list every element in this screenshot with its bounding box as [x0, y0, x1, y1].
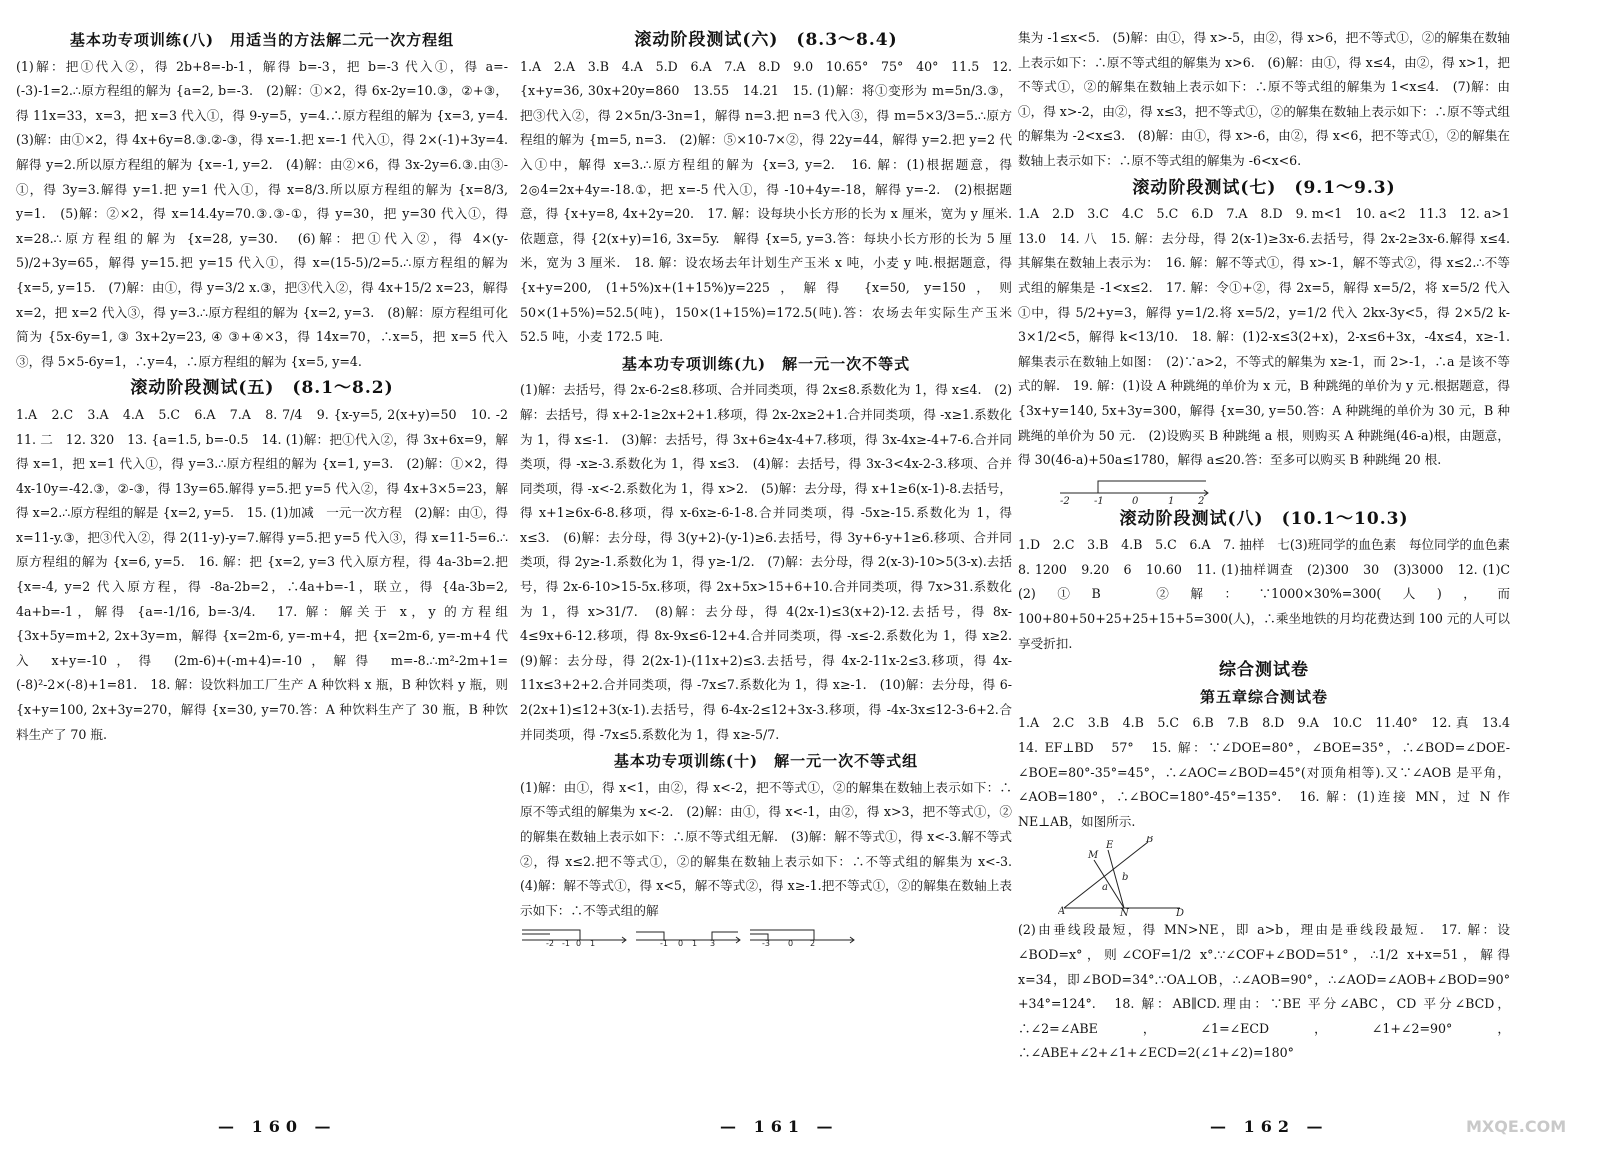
svg-text:1: 1: [692, 938, 698, 946]
svg-text:2: 2: [1198, 495, 1205, 505]
svg-text:a: a: [1102, 882, 1108, 894]
svg-text:N: N: [1120, 908, 1129, 917]
answer-text: (2)由垂线段最短，得 MN>NE，即 a>b，理由是垂线段最短. 17. 解：设∠BOD=x°，则∠COF=1/2 x°.∵∠COF+∠BOD=51°，∴1/2 x+x=51，解得 x=34，即∠BOD=34°.∵OA⊥OB，∴∠AOB=90°，∴∠AOD=∠AOB+∠BOD=90°+34°=124°. 18. 解：AB∥CD.理由：∵BE 平分∠ABC，CD 平分∠BCD，∴∠2=∠ABE，∠1=∠ECD，∠1+∠2=90°，∴∠ABE+∠2+∠1+∠ECD=2(∠1+∠2)=180°: [1018, 922, 1510, 1061]
section-title: 基本功专项训练(九) 解一元一次不等式: [621, 354, 911, 373]
page-number: — 162 —: [1210, 1117, 1329, 1136]
svg-text:-1: -1: [562, 938, 570, 946]
svg-text:0: 0: [678, 938, 684, 946]
svg-text:3: 3: [710, 938, 716, 946]
number-line-figure: [1058, 475, 1218, 505]
svg-text:2: 2: [810, 938, 816, 946]
number-line-figures: [520, 923, 1012, 948]
svg-text:0: 0: [788, 938, 794, 946]
section-subtitle: 第五章综合测试卷: [1199, 687, 1328, 706]
answer-text: (1)解：去括号，得 2x-6-2≤8.移项、合并同类项，得 2x≤8.系数化为 1，得 x≤4. (2)解：去括号，得 x+2-1≥2x+2+1.移项，得 2x-2x≥2+1.合并同类项，得 -x≥1.系数化为 1，得 x≤-1. (3)解：去括号，得 3x+6≥4x-4+7.移项，得 3x-4x≥-4+7-6.合并同类项，得 -x≥-3.系数化为 1，得 x≤3. (4)解：去括号，得 3x-3<4x-2-3.移项、合并同类项，得 -x<-2.系数化为 1，得 x>2. (5)解：去分母，得 x+1≥6(x-1)-8.去括号，得 x+1≥6x-6-8.移项，得 x-6x≥-6-1-8.合并同类项，得 -5x≥-15.系数化为 1，得 x≤3. (6)解：去分母，得 3(y+2)-(y-1)≥6.去括号，得 3y+6-y+1≥6.移项、合并同类项，得 2y≥-1.系数化为 1，得 y≥-1/2. (7)解：去分母，得 2(x-3)-10>5(3-x).去括号，得 2x-6-10>15-5x.移项，得 2x+5x>15+6+10.合并同类项，得 7x>31.系数化为 1，得 x>31/7. (8)解：去分母，得 4(2x-1)≤3(x+2)-12.去括号，得 8x-4≤9x+6-12.移项，得 8x-9x≤6-12+4.合并同类项，得 -x≤-2.系数化为 1，得 x≥2. (9)解：去分母，得 2(2x-1)-(11x+2)≤3.去括号，得 4x-2-11x-2≤3.移项，得 4x-11x≤3+2+2.合并同类项，得 -7x≤7.系数化为 1，得 x≥-1. (10)解：去分母，得 6-2(2x+1)≤12+3(x-1).去括号，得 6-4x-2≤12+3x-3.移项，得 -4x-3x≤12-3-6+2.合并同类项，得 -7x≤5.系数化为 1，得 x≥-5/7.: [520, 382, 1025, 742]
geometry-figure: [1058, 836, 1188, 916]
number-line-figure: [520, 926, 630, 946]
watermark-logo: [1462, 1106, 1582, 1140]
section-title: 综合测试卷: [1219, 660, 1309, 681]
answer-text: 1.D 2.C 3.B 4.B 5.C 6.A 7. 抽样 七(3)班同学的血色素 每位同学的血色素 8. 1200 9.20 6 10.60 11. (1)抽样调查 (2)300 30 (3)3000 12. (1)C (2)①B ②解：∵1000×30%=300(人)，而 100+80+50+25+25+15+5=300(人)，∴乘坐地铁的月均花费达到 100 元的人可以享受折扣.: [1018, 537, 1523, 651]
watermark-text: MXQE.COM: [1466, 1117, 1567, 1136]
section-title: 基本功专项训练(八) 用适当的方法解二元一次方程组: [69, 31, 455, 49]
number-line-figure: [748, 926, 858, 946]
answer-text: (1)解：把①代入②，得 2b+8=-b-1，解得 b=-3，把 b=-3 代入①，得 a=-(-3)-1=2.∴原方程组的解为 {a=2, b=-3. (2)解：①×2，得 6x-2y=10.③，②+③，得 11x=33，x=3，把 x=3 代入①，得 9-y=5，y=4.∴原方程组的解为 {x=3, y=4. (3)解：由①×2，得 4x+6y=8.③.②-③，得 x=-1.把 x=-1 代入①，得 2×(-1)+3y=4.解得 y=2.所以原方程组的解为 {x=-1, y=2. (4)解：由②×6，得 3x-2y=6.③.由③-①，得 3y=3.解得 y=1.把 y=1 代入①，得 x=8/3.所以原方程组的解为 {x=8/3, y=1. (5)解：②×2，得 x=14.4y=70.③.③-①，得 y=30，把 y=30 代入①，得 x=28.∴原方程组的解为 {x=28, y=30. (6)解：把①代入②，得 4×(y-5)/2+3y=65，解得 y=15.把 y=15 代入①，得 x=(15-5)/2=5.∴原方程组的解为 {x=5, y=15. (7)解：由①，得 y=3/2 x.③，把③代入②，得 4x+15/2 x=23，解得 x=2，把 x=2 代入③，得 y=3.∴原方程组的解为 {x=2, y=3. (8)解：原方程组可化简为 {5x-6y=1, ③ 3x+2y=23, ④ ③+④×3，得 14x=70，∴x=5，把 x=5 代入③，得 5×5-6y=1，∴y=4，∴原方程组的解为 {x=5, y=4.: [16, 58, 521, 369]
svg-text:D: D: [1176, 908, 1185, 917]
answer-column-page-160: [16, 26, 521, 747]
svg-text:-2: -2: [546, 938, 554, 946]
answer-column-page-162: [1018, 26, 1523, 1066]
svg-text:-3: -3: [762, 938, 771, 946]
section-title: 滚动阶段测试(六) (8.3～8.4): [634, 30, 898, 50]
answer-text: 1.A 2.C 3.B 4.B 5.C 6.B 7.B 8.D 9.A 10.C 11.40° 12. 真 13.4 14. EF⊥BD 57° 15. 解：∵∠DOE=80°，∠BOE=35°，∴∠BOD=∠DOE-∠BOE=80°-35°=45°，∴∠AOC=∠BOD=45°(对顶角相等).又∵∠AOB 是平角，∠AOB=180°，∴∠BOC=180°-45°=135°. 16. 解：(1)连接 MN，过 N 作 NE⊥AB，如图所示.: [1018, 715, 1523, 829]
svg-text:1: 1: [590, 938, 596, 946]
svg-text:b: b: [1122, 872, 1129, 884]
svg-text:0: 0: [1132, 495, 1139, 505]
answer-text: 1.A 2.D 3.C 4.C 5.C 6.D 7.A 8.D 9. m<1 10. a<2 11.3 12. a>1 13.0 14. 八 15. 解：去分母，得 2(x-1)≥3x-6.去括号，得 2x-2≥3x-6.解得 x≤4.其解集在数轴上表示为： 16. 解：解不等式①，得 x>-1，解不等式②，得 x≤2.∴不等式组的解集是 -1<x≤2. 17. 解：令①+②，得 2x=5，解得 x=5/2，将 x=5/2 代入①中，得 5/2+y=3，解得 y=1/2.将 x=5/2，y=1/2 代入 2kx-3y<5，得 2×5/2 k-3×1/2<5，解得 k<13/10. 18. 解：(1)2-x≤3(2+x)，2-x≤6+3x，-4x≤4，x≥-1.解集表示在数轴上如图： (2)∵a>2，不等式的解集为 x≥-1，而 2>-1，∴a 是该不等式的解. 19. 解：(1)设 A 种跳绳的单价为 x 元，B 种跳绳的单价为 y 元.根据题意，得 {3x+y=140, 5x+3y=300，解得 {x=30, y=50.答：A 种跳绳的单价为 30 元，B 种跳绳的单价为 50 元. (2)设购买 B 种跳绳 a 根，则购买 A 种跳绳(46-a)根，由题意，得 30(46-a)+50a≤1780，解得 a≤20.答：至多可以购买 B 种跳绳 20 根.: [1018, 206, 1523, 468]
svg-text:0: 0: [576, 938, 582, 946]
page-number: — 160 —: [218, 1117, 337, 1136]
answer-text: (1)解：由①，得 x<1，由②，得 x<-2，把不等式①，②的解集在数轴上表示如下：∴原不等式组的解集为 x<-2. (2)解：由①，得 x<-1，由②，得 x>3，把不等式①，②的解集在数轴上表示如下：∴原不等式组无解. (3)解：解不等式①，得 x<-3.解不等式②，得 x≤2.把不等式①，②的解集在数轴上表示如下：∴不等式组的解集为 x<-3. (4)解：解不等式①，得 x<5，解不等式②，得 x≥-1.把不等式①，②的解集在数轴上表示如下：∴不等式组的解: [520, 779, 1025, 918]
svg-text:-1: -1: [1094, 495, 1104, 505]
svg-text:M: M: [1088, 850, 1099, 862]
answer-column-page-161: [520, 26, 1025, 948]
svg-text:1: 1: [1168, 495, 1175, 505]
answer-text: 1.A 2.C 3.A 4.A 5.C 6.A 7.A 8. 7/4 9. {x-y=5, 2(x+y)=50 10. -2 11. 二 12. 320 13. {a=1.5, b=-0.5 14. (1)解：把①代入②，得 3x+6x=9，解得 x=1，把 x=1 代入①，得 y=3.∴原方程组的解为 {x=1, y=3. (2)解：①×2，得 4x-10y=-42.③，②-③，得 13y=65.解得 y=5.把 y=5 代入②，得 4x+3×5=23，解得 x=2.∴原方程组的解是 {x=2, y=5. 15. (1)加减 一元一次方程 (2)解：由①，得 x=11-y.③，把③代入②，得 2(11-y)-y=7.解得 y=5.把 y=5 代入③，得 x=11-5=6.∴原方程组的解为 {x=6, y=5. 16. 解：把 {x=2, y=3 代入原方程，得 4a-3b=2.把 {x=-4, y=2 代入原方程，得 -8a-2b=2，∴4a+b=-1，联立，得 {4a-3b=2, 4a+b=-1，解得 {a=-1/16, b=-3/4. 17. 解：解关于 x，y 的方程组 {3x+5y=m+2, 2x+3y=m，解得 {x=2m-6, y=-m+4，把 {x=2m-6, y=-m+4 代入 x+y=-10，得 (2m-6)+(-m+4)=-10，解得 m=-8.∴m²-2m+1=(-8)²-2×(-8)+1=81. 18. 解：设饮料加工厂生产 A 种饮料 x 瓶，B 种饮料 y 瓶，则 {x+y=100, 2x+3y=270，解得 {x=30, y=70.答：A 种饮料生产了 30 瓶，B 种饮料生产了 70 瓶.: [16, 406, 521, 742]
section-title: 基本功专项训练(十) 解一元一次不等式组: [613, 752, 919, 771]
answer-text: 集为 -1≤x<5. (5)解：由①，得 x>-5，由②，得 x>6，把不等式①，②的解集在数轴上表示如下：∴原不等式组的解集为 x>6. (6)解：由①，得 x≤4，由②，得 x>1，把不等式①，②的解集在数轴上表示如下：∴原不等式组的解集为 1<x≤4. (7)解：由①，得 x>-2，由②，得 x≤3，把不等式①，②的解集在数轴上表示如下：∴原不等式组的解集为 -2<x≤3. (8)解：由①，得 x>-6，由②，得 x<6，把不等式①，②的解集在数轴上表示如下：∴原不等式组的解集为 -6<x<6.: [1018, 30, 1510, 168]
answer-text: 1.A 2.A 3.B 4.A 5.D 6.A 7.A 8.D 9.0 10.65° 75° 40° 11.5 12. {x+y=36, 30x+20y=860 13.55 14.21 15. (1)解：将①变形为 m=5n/3.③，把③代入②，得 2×5n/3-3n=1，解得 n=3.把 n=3 代入③，得 m=5×3/3=5.∴原方程组的解为 {m=5, n=3. (2)解：⑤×10-7×②，得 22y=44，解得 y=2.把 y=2 代入①中，解得 x=3.∴原方程组的解为 {x=3, y=2. 16. 解：(1)根据题意，得 2◎4=2x+4y=-18.①，把 x=-5 代入①，得 -10+4y=-18，解得 y=-2. (2)根据题意，得 {x+y=8, 4x+2y=20. 17. 解：设每块小长方形的长为 x 厘米，宽为 y 厘米.依题意，得 {2(x+y)=16, 3x=5y. 解得 {x=5, y=3.答：每块小长方形的长为 5 厘米，宽为 3 厘米. 18. 解：设农场去年计划生产玉米 x 吨，小麦 y 吨.根据题意，得 {x+y=200, (1+5%)x+(1+15%)y=225，解得 {x=50, y=150，则 50×(1+5%)=52.5(吨)，150×(1+15%)=172.5(吨).答：农场去年实际生产玉米 52.5 吨，小麦 172.5 吨.: [520, 58, 1012, 345]
number-line-figure: [634, 926, 744, 946]
svg-text:E: E: [1106, 840, 1114, 852]
svg-text:B: B: [1146, 836, 1154, 846]
svg-text:-1: -1: [660, 938, 668, 946]
svg-text:A: A: [1058, 906, 1066, 917]
section-title: 滚动阶段测试(八) (10.1～10.3): [1119, 508, 1409, 529]
page-number: — 161 —: [720, 1117, 839, 1136]
section-title: 滚动阶段测试(五) (8.1～8.2): [130, 378, 394, 399]
section-title: 滚动阶段测试(七) (9.1～9.3): [1132, 177, 1396, 198]
svg-text:-2: -2: [1060, 495, 1070, 505]
